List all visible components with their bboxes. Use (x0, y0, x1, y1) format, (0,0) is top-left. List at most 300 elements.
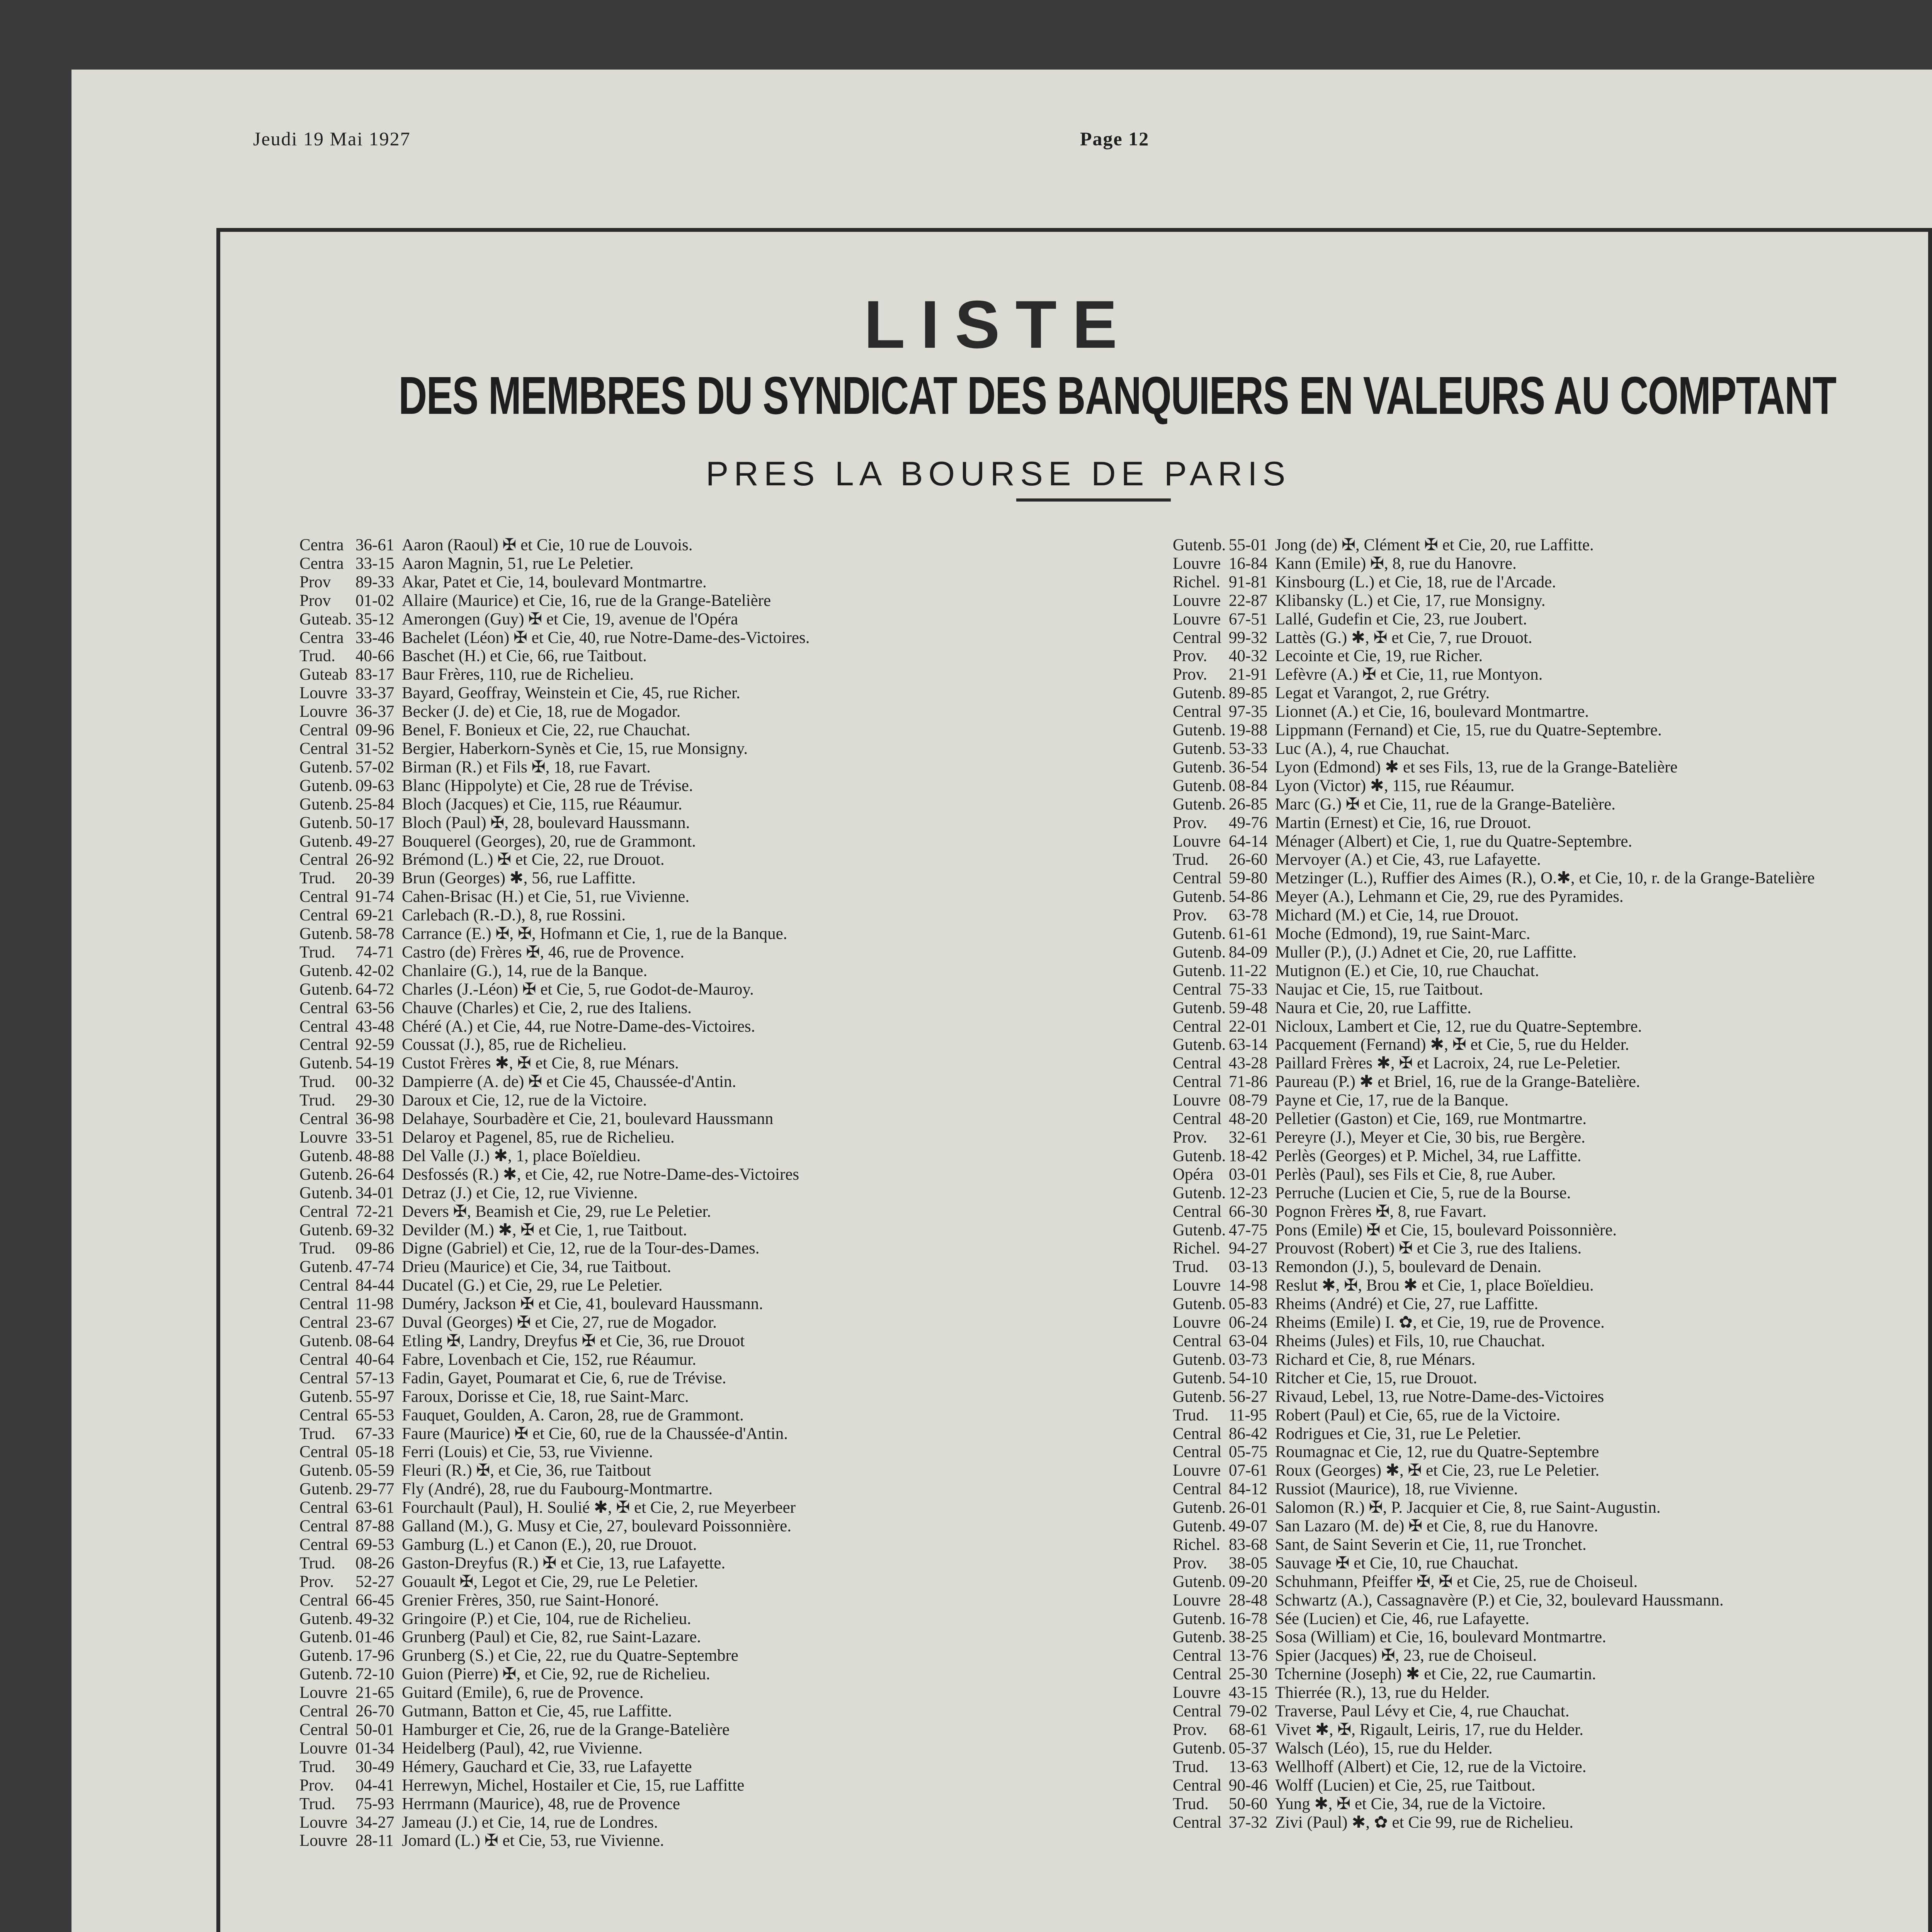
exchange: Prov. (1173, 813, 1208, 832)
member-name: Faure (Maurice) ✠ et Cie, 60, rue de la Chaussée-d'Antin. (402, 1424, 788, 1443)
member-name: Lecointe et Cie, 19, rue Richer. (1275, 647, 1483, 665)
exchange: Central (299, 998, 349, 1017)
exchange: Central (299, 1721, 349, 1739)
phone-number: 91-74 (355, 888, 395, 906)
phone-number: 97-35 (1229, 702, 1268, 721)
member-entry (299, 943, 1142, 962)
exchange: Trud. (1173, 1258, 1209, 1276)
member-name: Muller (P.), (J.) Adnet et Cie, 20, rue Laffitte. (1275, 943, 1577, 961)
member-entry (299, 758, 1142, 777)
member-name: Jong (de) ✠, Clément ✠ et Cie, 20, rue Laffitte. (1275, 536, 1594, 554)
phone-number: 36-61 (355, 536, 395, 554)
exchange: Gutenb. (299, 776, 353, 795)
phone-number: 56-27 (1229, 1387, 1268, 1406)
member-entry (299, 1739, 1142, 1758)
exchange: Louvre (299, 702, 348, 721)
member-name: Fleuri (R.) ✠, et Cie, 36, rue Taitbout (402, 1461, 651, 1480)
member-entry (299, 1702, 1142, 1721)
phone-number: 20-39 (355, 869, 395, 888)
member-name: Baur Frères, 110, rue de Richelieu. (402, 665, 634, 684)
member-name: Roumagnac et Cie, 12, rue du Quatre-Septembre (1275, 1443, 1599, 1461)
exchange: Gutenb. (299, 1146, 353, 1165)
member-name: Fourchault (Paul), H. Soulié ✱, ✠ et Cie, 2, rue Meyerbeer (402, 1498, 796, 1517)
exchange: Richel. (1173, 1239, 1220, 1258)
title-bourse: PRES LA BOURSE DE PARIS (706, 454, 1291, 493)
member-name: Grunberg (Paul) et Cie, 82, rue Saint-Lazare. (402, 1628, 701, 1646)
member-name: Etling ✠, Landry, Dreyfus ✠ et Cie, 36, rue Drouot (402, 1332, 745, 1350)
member-entry (1173, 1239, 1930, 1258)
exchange: Louvre (1173, 554, 1221, 573)
phone-number: 74-71 (355, 943, 395, 961)
member-name: Wellhoff (Albert) et Cie, 12, rue de la Victoire. (1275, 1757, 1587, 1776)
phone-number: 63-61 (355, 1498, 395, 1517)
exchange: Trud. (299, 1091, 335, 1110)
member-name: Naura et Cie, 20, rue Laffitte. (1275, 998, 1471, 1017)
member-entry (299, 1813, 1142, 1832)
exchange: Central (299, 1369, 349, 1387)
phone-number: 72-10 (355, 1665, 395, 1684)
member-name: Moche (Edmond), 19, rue Saint-Marc. (1275, 925, 1531, 943)
exchange: Gutenb. (299, 1332, 353, 1350)
exchange: Gutenb. (1173, 721, 1226, 740)
exchange: Gutenb. (1173, 739, 1226, 758)
member-name: Ferri (Louis) et Cie, 53, rue Vivienne. (402, 1443, 653, 1461)
phone-number: 08-26 (355, 1554, 395, 1572)
member-entry (1173, 925, 1930, 943)
exchange: Gutenb. (1173, 1739, 1226, 1757)
member-entry (299, 980, 1142, 999)
member-entry (1173, 1776, 1930, 1795)
member-name: Sosa (William) et Cie, 16, boulevard Montmartre. (1275, 1628, 1606, 1646)
member-name: Benel, F. Bonieux et Cie, 22, rue Chauchat. (402, 721, 690, 740)
phone-number: 03-01 (1229, 1165, 1268, 1184)
member-name: Ménager (Albert) et Cie, 1, rue du Quatre-Septembre. (1275, 832, 1633, 850)
member-entry (299, 888, 1142, 906)
exchange: Prov (299, 591, 331, 610)
exchange: Gutenb. (299, 1387, 353, 1406)
member-entry (299, 1147, 1142, 1165)
exchange: Gutenb. (299, 1461, 353, 1480)
exchange: Trud. (299, 1239, 335, 1258)
member-entry (1173, 1258, 1930, 1276)
member-entry (299, 850, 1142, 869)
member-name: Gutmann, Batton et Cie, 45, rue Laffitte. (402, 1702, 672, 1721)
member-name: Lefèvre (A.) ✠ et Cie, 11, rue Montyon. (1275, 665, 1543, 684)
exchange: Central (1173, 1480, 1222, 1498)
exchange: Guteab (299, 665, 348, 684)
phone-number: 26-92 (355, 850, 395, 869)
member-entry (1173, 1388, 1930, 1406)
member-name: Sant, de Saint Severin et Cie, 11, rue Tronchet. (1275, 1535, 1587, 1554)
phone-number: 09-20 (1229, 1572, 1268, 1591)
member-name: Lattès (G.) ✱, ✠ et Cie, 7, rue Drouot. (1275, 628, 1532, 647)
member-name: Guion (Pierre) ✠, et Cie, 92, rue de Richelieu. (402, 1665, 710, 1684)
phone-number: 36-54 (1229, 758, 1268, 776)
exchange: Gutenb. (299, 795, 353, 813)
member-name: Lyon (Victor) ✱, 115, rue Réaumur. (1275, 776, 1515, 795)
member-name: Gringoire (P.) et Cie, 104, rue de Richelieu. (402, 1609, 691, 1628)
phone-number: 52-27 (355, 1572, 395, 1591)
member-entry (1173, 906, 1930, 925)
exchange: Gutenb. (1173, 776, 1226, 795)
exchange: Central (299, 721, 349, 740)
member-entry (1173, 647, 1930, 665)
exchange: Gutenb. (1173, 1387, 1226, 1406)
member-entry (299, 702, 1142, 721)
member-entry (1173, 1684, 1930, 1702)
member-name: Schuhmann, Pfeiffer ✠, ✠ et Cie, 25, rue de Choiseul. (1275, 1572, 1638, 1591)
member-name: Nicloux, Lambert et Cie, 12, rue du Quatre-Septembre. (1275, 1017, 1642, 1036)
member-entry (299, 554, 1142, 573)
phone-number: 03-13 (1229, 1258, 1268, 1276)
member-name: Walsch (Léo), 15, rue du Helder. (1275, 1739, 1493, 1757)
phone-number: 07-61 (1229, 1461, 1268, 1480)
member-name: Herrmann (Maurice), 48, rue de Provence (402, 1794, 680, 1813)
member-entry (299, 592, 1142, 610)
exchange: Trud. (299, 869, 335, 888)
member-name: Yung ✱, ✠ et Cie, 34, rue de la Victoire. (1275, 1794, 1546, 1813)
phone-number: 30-49 (355, 1757, 395, 1776)
exchange: Prov (299, 573, 331, 591)
members-list-right (1173, 536, 1930, 1832)
member-entry (1173, 758, 1930, 777)
member-name: Hamburger et Cie, 26, rue de la Grange-Batelière (402, 1721, 730, 1739)
exchange: Gutenb. (299, 1258, 353, 1276)
exchange: Gutenb. (1173, 1628, 1226, 1646)
member-entry (299, 1498, 1142, 1517)
member-entry (1173, 999, 1930, 1017)
exchange: Central (1173, 1332, 1222, 1350)
phone-number: 50-17 (355, 813, 395, 832)
member-entry (1173, 1702, 1930, 1721)
member-entry (299, 999, 1142, 1017)
member-entry (299, 1610, 1142, 1628)
exchange: Louvre (1173, 1684, 1221, 1702)
member-entry (299, 610, 1142, 629)
phone-number: 33-46 (355, 628, 395, 647)
member-entry (299, 1054, 1142, 1073)
phone-number: 89-85 (1229, 684, 1268, 702)
member-name: Jomard (L.) ✠ et Cie, 53, rue Vivienne. (402, 1832, 664, 1850)
exchange: Gutenb. (299, 813, 353, 832)
member-entry (299, 1536, 1142, 1554)
member-entry (299, 1388, 1142, 1406)
member-entry (1173, 1517, 1930, 1536)
phone-number: 35-12 (355, 610, 395, 628)
exchange: Central (299, 1702, 349, 1721)
member-name: Pognon Frères ✠, 8, rue Favart. (1275, 1202, 1487, 1221)
member-name: Fabre, Lovenbach et Cie, 152, rue Réaumur. (402, 1350, 696, 1369)
exchange: Louvre (1173, 1313, 1221, 1332)
member-name: Perlès (Georges) et P. Michel, 34, rue Laffitte. (1275, 1146, 1582, 1165)
exchange: Trud. (299, 1554, 335, 1572)
member-name: Rheims (Jules) et Fils, 10, rue Chauchat. (1275, 1332, 1545, 1350)
exchange: Richel. (1173, 1535, 1220, 1554)
phone-number: 05-18 (355, 1443, 395, 1461)
member-name: Naujac et Cie, 15, rue Taitbout. (1275, 980, 1483, 998)
member-entry (299, 536, 1142, 554)
exchange: Central (299, 1350, 349, 1369)
member-name: Grenier Frères, 350, rue Saint-Honoré. (402, 1591, 659, 1609)
members-list-left (299, 536, 1142, 1850)
member-entry (299, 795, 1142, 814)
exchange: Central (299, 1517, 349, 1536)
exchange: Central (299, 888, 349, 906)
member-name: Ducatel (G.) et Cie, 29, rue Le Peletier. (402, 1276, 663, 1295)
member-entry (1173, 1498, 1930, 1517)
member-entry (299, 1091, 1142, 1110)
exchange: Gutenb. (299, 1646, 353, 1665)
exchange: Gutenb. (1173, 758, 1226, 776)
phone-number: 31-52 (355, 739, 395, 758)
phone-number: 69-32 (355, 1221, 395, 1239)
member-name: Custot Frères ✱, ✠ et Cie, 8, rue Ménars. (402, 1054, 679, 1073)
exchange: Prov. (1173, 906, 1208, 925)
phone-number: 26-70 (355, 1702, 395, 1721)
phone-number: 54-10 (1229, 1369, 1268, 1387)
phone-number: 84-44 (355, 1276, 395, 1295)
member-name: Castro (de) Frères ✠, 46, rue de Provence. (402, 943, 684, 961)
member-entry (299, 1036, 1142, 1054)
exchange: Gutenb. (1173, 961, 1226, 980)
member-name: Remondon (J.), 5, boulevard de Denain. (1275, 1258, 1542, 1276)
member-entry (1173, 777, 1930, 795)
exchange: Gutenb. (1173, 943, 1226, 961)
exchange: Central (299, 1313, 349, 1332)
phone-number: 79-02 (1229, 1702, 1268, 1721)
phone-number: 18-42 (1229, 1146, 1268, 1165)
phone-number: 54-86 (1229, 888, 1268, 906)
phone-number: 38-25 (1229, 1628, 1268, 1646)
exchange: Central (299, 1017, 349, 1036)
phone-number: 09-86 (355, 1239, 395, 1258)
exchange: Gutenb. (299, 925, 353, 943)
member-entry (299, 1573, 1142, 1591)
exchange: Gutenb. (1173, 536, 1226, 554)
member-name: Russiot (Maurice), 18, rue Vivienne. (1275, 1480, 1518, 1498)
phone-number: 66-45 (355, 1591, 395, 1609)
exchange: Central (299, 1406, 349, 1424)
member-name: Hémery, Gauchard et Cie, 33, rue Lafayette (402, 1757, 692, 1776)
exchange: Central (1173, 1073, 1222, 1091)
member-name: Baschet (H.) et Cie, 66, rue Taitbout. (402, 647, 647, 665)
member-name: Lippmann (Fernand) et Cie, 15, rue du Quatre-Septembre. (1275, 721, 1662, 740)
member-entry (1173, 573, 1930, 592)
exchange: Centra (299, 554, 344, 573)
member-name: Rheims (André) et Cie, 27, rue Laffitte. (1275, 1295, 1539, 1313)
phone-number: 09-96 (355, 721, 395, 740)
member-name: Robert (Paul) et Cie, 65, rue de la Victoire. (1275, 1406, 1561, 1424)
member-name: Martin (Ernest) et Cie, 16, rue Drouot. (1275, 813, 1531, 832)
member-entry (299, 740, 1142, 758)
member-entry (1173, 1406, 1930, 1425)
exchange: Louvre (1173, 832, 1221, 850)
member-name: Thierrée (R.), 13, rue du Helder. (1275, 1684, 1490, 1702)
member-entry (299, 1443, 1142, 1461)
phone-number: 59-48 (1229, 998, 1268, 1017)
exchange: Trud. (1173, 1757, 1209, 1776)
exchange: Gutenb. (1173, 1036, 1226, 1054)
member-name: Rheims (Emile) I. ✿, et Cie, 19, rue de Provence. (1275, 1313, 1605, 1332)
member-entry (299, 1832, 1142, 1850)
exchange: Central (1173, 628, 1222, 647)
member-entry (1173, 1461, 1930, 1480)
exchange: Central (1173, 980, 1222, 998)
member-name: Mutignon (E.) et Cie, 10, rue Chauchat. (1275, 961, 1539, 980)
phone-number: 86-42 (1229, 1424, 1268, 1443)
member-entry (1173, 1165, 1930, 1184)
member-name: Bachelet (Léon) ✠ et Cie, 40, rue Notre-Dame-des-Victoires. (402, 628, 810, 647)
exchange: Central (299, 739, 349, 758)
phone-number: 37-32 (1229, 1813, 1268, 1832)
exchange: Gutenb. (299, 1165, 353, 1184)
member-name: Guitard (Emile), 6, rue de Provence. (402, 1684, 644, 1702)
exchange: Louvre (299, 1739, 348, 1757)
phone-number: 47-74 (355, 1258, 395, 1276)
member-name: Duméry, Jackson ✠ et Cie, 41, boulevard Haussmann. (402, 1295, 763, 1313)
exchange: Gutenb. (299, 832, 353, 850)
member-name: Gamburg (L.) et Canon (E.), 20, rue Drouot. (402, 1535, 697, 1554)
phone-number: 21-91 (1229, 665, 1268, 684)
member-entry (1173, 629, 1930, 647)
phone-number: 05-59 (355, 1461, 395, 1480)
member-entry (299, 1369, 1142, 1388)
member-name: Lyon (Edmond) ✱ et ses Fils, 13, rue de la Grange-Batelière (1275, 758, 1678, 776)
phone-number: 16-84 (1229, 554, 1268, 573)
phone-number: 36-37 (355, 702, 395, 721)
exchange: Gutenb. (299, 1609, 353, 1628)
member-name: Pelletier (Gaston) et Cie, 169, rue Montmartre. (1275, 1110, 1587, 1128)
phone-number: 12-23 (1229, 1184, 1268, 1202)
member-entry (299, 1202, 1142, 1221)
member-entry (1173, 1758, 1930, 1776)
member-entry (1173, 1295, 1930, 1313)
member-entry (299, 1184, 1142, 1202)
phone-number: 40-32 (1229, 647, 1268, 665)
exchange: Gutenb. (1173, 1221, 1226, 1239)
phone-number: 64-14 (1229, 832, 1268, 850)
member-entry (1173, 1036, 1930, 1054)
member-name: Allaire (Maurice) et Cie, 16, rue de la Grange-Batelière (402, 591, 771, 610)
member-name: Carlebach (R.-D.), 8, rue Rossini. (402, 906, 626, 925)
member-entry (299, 1480, 1142, 1498)
exchange: Central (1173, 1702, 1222, 1721)
exchange: Louvre (1173, 610, 1221, 628)
phone-number: 47-75 (1229, 1221, 1268, 1239)
member-entry (299, 1684, 1142, 1702)
member-name: Desfossés (R.) ✱, et Cie, 42, rue Notre-Dame-des-Victoires (402, 1165, 799, 1184)
exchange: Trud. (1173, 850, 1209, 869)
phone-number: 00-32 (355, 1073, 395, 1091)
member-name: Wolff (Lucien) et Cie, 25, rue Taitbout. (1275, 1776, 1536, 1794)
phone-number: 84-12 (1229, 1480, 1268, 1498)
member-entry (299, 1628, 1142, 1646)
exchange: Gutenb. (1173, 1146, 1226, 1165)
exchange: Central (1173, 1813, 1222, 1832)
exchange: Gutenb. (1173, 1572, 1226, 1591)
member-entry (299, 1295, 1142, 1313)
exchange: Central (299, 1202, 349, 1221)
phone-number: 49-76 (1229, 813, 1268, 832)
member-entry (299, 1554, 1142, 1573)
member-entry (1173, 1073, 1930, 1091)
phone-number: 08-84 (1229, 776, 1268, 795)
phone-number: 05-83 (1229, 1295, 1268, 1313)
exchange: Gutenb. (299, 1628, 353, 1646)
phone-number: 49-07 (1229, 1517, 1268, 1536)
member-entry (299, 1165, 1142, 1184)
member-name: Michard (M.) et Cie, 14, rue Drouot. (1275, 906, 1519, 925)
exchange: Louvre (1173, 591, 1221, 610)
exchange: Central (1173, 702, 1222, 721)
member-entry (1173, 592, 1930, 610)
member-name: Brun (Georges) ✱, 56, rue Laffitte. (402, 869, 636, 888)
phone-number: 40-66 (355, 647, 395, 665)
phone-number: 83-17 (355, 665, 395, 684)
member-entry (1173, 795, 1930, 814)
phone-number: 87-88 (355, 1517, 395, 1536)
exchange: Central (1173, 1776, 1222, 1794)
exchange: Central (299, 1110, 349, 1128)
exchange: Centra (299, 536, 344, 554)
phone-number: 11-98 (355, 1295, 394, 1313)
phone-number: 48-20 (1229, 1110, 1268, 1128)
phone-number: 13-63 (1229, 1757, 1268, 1776)
member-entry (1173, 1536, 1930, 1554)
phone-number: 48-88 (355, 1146, 395, 1165)
member-name: Devers ✠, Beamish et Cie, 29, rue Le Peletier. (402, 1202, 711, 1221)
phone-number: 67-33 (355, 1424, 395, 1443)
member-name: Luc (A.), 4, rue Chauchat. (1275, 739, 1450, 758)
member-entry (1173, 1573, 1930, 1591)
member-entry (299, 1425, 1142, 1443)
phone-number: 71-86 (1229, 1073, 1268, 1091)
phone-number: 91-81 (1229, 573, 1268, 591)
member-name: Bayard, Geoffray, Weinstein et Cie, 45, rue Richer. (402, 684, 740, 702)
member-name: Kinsbourg (L.) et Cie, 18, rue de l'Arcade. (1275, 573, 1556, 591)
exchange: Gutenb. (1173, 1369, 1226, 1387)
member-entry (299, 1221, 1142, 1240)
phone-number: 29-30 (355, 1091, 395, 1110)
member-entry (1173, 702, 1930, 721)
exchange: Central (1173, 1202, 1222, 1221)
member-name: Gouault ✠, Legot et Cie, 29, rue Le Peletier. (402, 1572, 698, 1591)
member-name: Rivaud, Lebel, 13, rue Notre-Dame-des-Victoires (1275, 1387, 1604, 1406)
phone-number: 55-97 (355, 1387, 395, 1406)
member-entry (299, 1665, 1142, 1684)
phone-number: 28-11 (355, 1832, 394, 1850)
phone-number: 26-60 (1229, 850, 1268, 869)
member-entry (1173, 814, 1930, 832)
member-entry (299, 777, 1142, 795)
member-name: Payne et Cie, 17, rue de la Banque. (1275, 1091, 1509, 1110)
phone-number: 99-32 (1229, 628, 1268, 647)
exchange: Trud. (1173, 1406, 1209, 1424)
phone-number: 26-64 (355, 1165, 395, 1184)
member-entry (1173, 980, 1930, 999)
phone-number: 34-01 (355, 1184, 395, 1202)
member-entry (299, 1313, 1142, 1332)
member-entry (299, 1646, 1142, 1665)
exchange: Trud. (299, 647, 335, 665)
member-entry (1173, 1202, 1930, 1221)
exchange: Central (1173, 869, 1222, 888)
member-entry (1173, 1221, 1930, 1240)
exchange: Louvre (299, 1128, 348, 1146)
exchange: Gutenb. (299, 1054, 353, 1073)
phone-number: 64-72 (355, 980, 395, 998)
phone-number: 28-48 (1229, 1591, 1268, 1609)
